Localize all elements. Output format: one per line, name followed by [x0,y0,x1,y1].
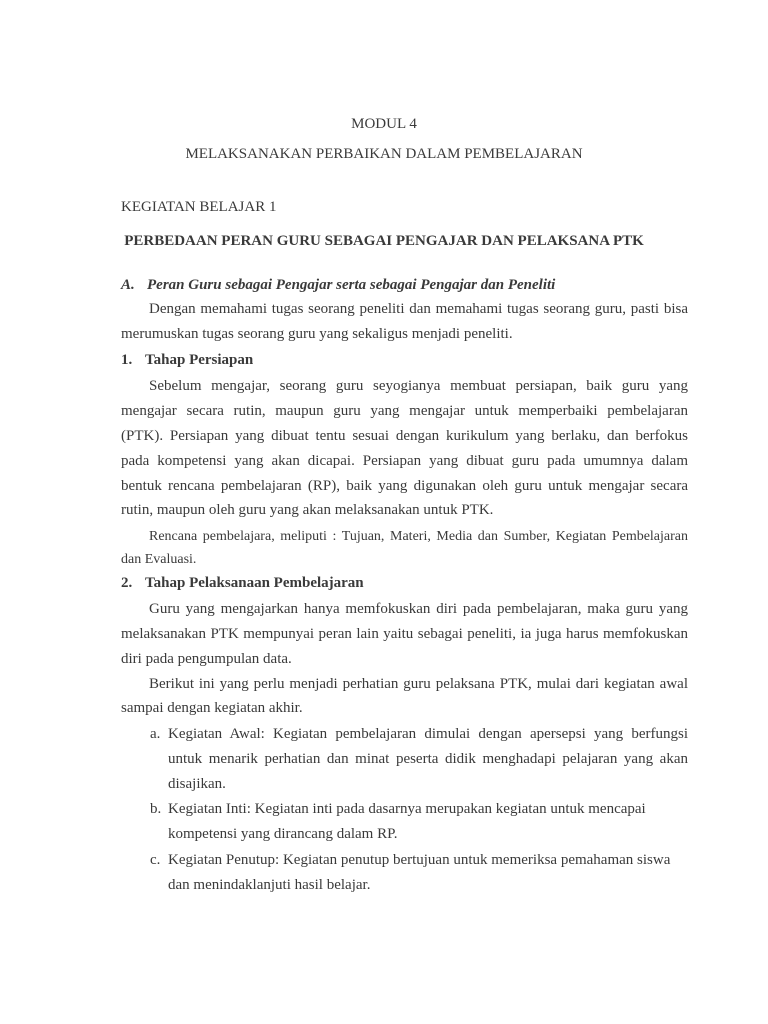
list-item-line: untuk menarik perhatian dan minat peserta didik menghadapi pelajaran yang akan [168,751,688,767]
section-2-text-line: melaksanakan PTK mempunyai peran lain yaitu sebagai peneliti, ia juga harus memfokuskan [121,626,688,642]
list-item-line: Kegiatan Awal: Kegiatan pembelajaran dimulai dengan apersepsi yang berfungsi [168,726,688,742]
section-2-text-line: diri pada pengumpulan data. [121,651,292,667]
section-1-text-line: rutin, maupun oleh guru yang akan melaksanakan untuk PTK. [121,502,494,518]
section-2-text-line: Berikut ini yang perlu menjadi perhatian guru pelaksana PTK, mulai dari kegiatan awal [149,676,688,692]
section-1-text-line: Rencana pembelajara, meliputi : Tujuan, Materi, Media dan Sumber, Kegiatan Pembelajaran [149,529,688,544]
section-1-label: 1. [121,352,133,368]
section-2-heading: Tahap Pelaksanaan Pembelajaran [145,575,364,591]
list-item-line: Kegiatan Penutup: Kegiatan penutup bertujuan untuk memeriksa pemahaman siswa [168,852,671,868]
module-title: MELAKSANAKAN PERBAIKAN DALAM PEMBELAJARAN [185,146,583,162]
section-a-heading: Peran Guru sebagai Pengajar serta sebagai Pengajar dan Peneliti [147,277,556,293]
section-1-text-line: Sebelum mengajar, seorang guru seyogianya membuat persiapan, baik guru yang [149,378,688,394]
section-2-text-line: sampai dengan kegiatan akhir. [121,700,303,716]
list-item-line: Kegiatan Inti: Kegiatan inti pada dasarnya merupakan kegiatan untuk mencapai [168,801,646,817]
activity-title: PERBEDAAN PERAN GURU SEBAGAI PENGAJAR DAN PELAKSANA PTK [124,233,644,249]
list-item-line: dan menindaklanjuti hasil belajar. [168,877,371,893]
list-item-label: a. [150,726,161,742]
section-1-text-line: mengajar secara rutin, maupun guru yang mengajar untuk memperbaiki pembelajaran [121,403,688,419]
list-item-label: b. [150,801,162,817]
section-2-label: 2. [121,575,133,591]
section-1-text-line: (PTK). Persiapan yang dibuat tentu sesuai dengan kurikulum yang berlaku, dan berfokus [121,428,688,444]
activity-label: KEGIATAN BELAJAR 1 [121,199,277,215]
section-1-text-line: dan Evaluasi. [121,552,197,567]
section-1-heading: Tahap Persiapan [145,352,254,368]
list-item-line: disajikan. [168,776,226,792]
list-item-line: kompetensi yang dirancang dalam RP. [168,826,398,842]
section-a-label: A. [121,277,135,293]
list-item-label: c. [150,852,161,868]
module-number: MODUL 4 [351,116,417,132]
section-a-text-line: Dengan memahami tugas seorang peneliti dan memahami tugas seorang guru, pasti bisa [149,301,688,317]
section-a-text-line: merumuskan tugas seorang guru yang sekaligus menjadi peneliti. [121,326,513,342]
section-1-text-line: pada kompetensi yang akan dicapai. Persiapan yang dibuat guru pada umumnya dalam [121,453,688,469]
section-1-text-line: bentuk rencana pembelajaran (RP), baik yang digunakan oleh guru untuk mengajar secara [121,478,688,494]
section-2-text-line: Guru yang mengajarkan hanya memfokuskan diri pada pembelajaran, maka guru yang [149,601,688,617]
